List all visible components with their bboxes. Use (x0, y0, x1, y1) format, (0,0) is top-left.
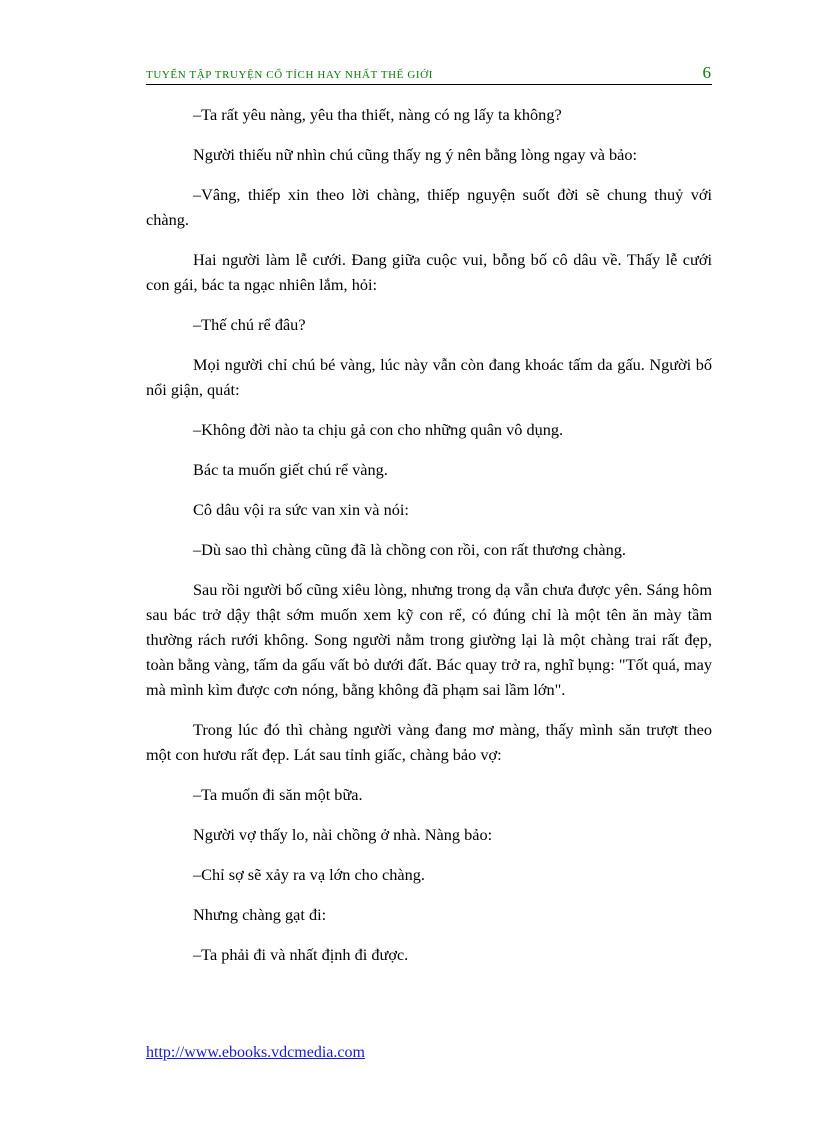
paragraph: Nhưng chàng gạt đi: (193, 905, 327, 924)
story-body (146, 102, 712, 982)
page-header (146, 60, 712, 85)
paragraph: –Vâng, thiếp xin theo lời chàng, thiếp nguyện suốt đời sẽ chung thuỷ với chàng. (146, 185, 712, 229)
book-title: TUYỂN TẬP TRUYỆN CỔ TÍCH HAY NHẤT THẾ GIỚI (146, 69, 433, 81)
paragraph: –Ta rất yêu nàng, yêu tha thiết, nàng có ng lấy ta không? (193, 105, 562, 124)
paragraph: –Không đời nào ta chịu gả con cho những quân vô dụng. (193, 420, 564, 439)
paragraph: –Ta phải đi và nhất định đi được. (193, 945, 409, 964)
page-number: 6 (702, 63, 711, 82)
paragraph: Người thiếu nữ nhìn chú cũng thấy ng ý nên bằng lòng ngay và bảo: (193, 145, 638, 164)
paragraph: –Thế chú rể đâu? (193, 315, 306, 334)
paragraph: –Ta muốn đi săn một bữa. (193, 785, 363, 804)
paragraph: –Dù sao thì chàng cũng đã là chồng con rồi, con rất thương chàng. (193, 540, 626, 559)
paragraph: Sau rồi người bố cũng xiêu lòng, nhưng trong dạ vẫn chưa được yên. Sáng hôm sau bác trở dậy thật sớm muốn xem kỹ con rể, có đúng chỉ là một tên ăn mày tầm thường rách rưới không. Song người nằm trong giường lại là một chàng trai rất đẹp, toàn bằng vàng, tấm da gấu vất bỏ dưới đất. Bác quay trở ra, nghĩ bụng: "Tốt quá, may mà mình kìm được cơn nóng, bằng không đã phạm sai lầm lớn". (146, 580, 712, 699)
footer-website-link[interactable]: http://www.ebooks.vdcmedia.com (146, 1044, 365, 1061)
paragraph: Cô dâu vội ra sức van xin và nói: (193, 500, 409, 519)
paragraph: Người vợ thấy lo, nài chồng ở nhà. Nàng bảo: (193, 825, 493, 844)
paragraph: Hai người làm lễ cưới. Đang giữa cuộc vui, bỗng bố cô dâu về. Thấy lễ cưới con gái, bác ta ngạc nhiên lắm, hỏi: (146, 250, 712, 294)
paragraph: –Chỉ sợ sẽ xảy ra vạ lớn cho chàng. (193, 865, 425, 884)
paragraph: Trong lúc đó thì chàng người vàng đang mơ màng, thấy mình săn trượt theo một con hươu rất đẹp. Lát sau tỉnh giấc, chàng bảo vợ: (146, 720, 712, 764)
paragraph: Mọi người chỉ chú bé vàng, lúc này vẫn còn đang khoác tấm da gấu. Người bố nổi giận, quát: (146, 355, 712, 399)
paragraph: Bác ta muốn giết chú rể vàng. (193, 460, 388, 479)
